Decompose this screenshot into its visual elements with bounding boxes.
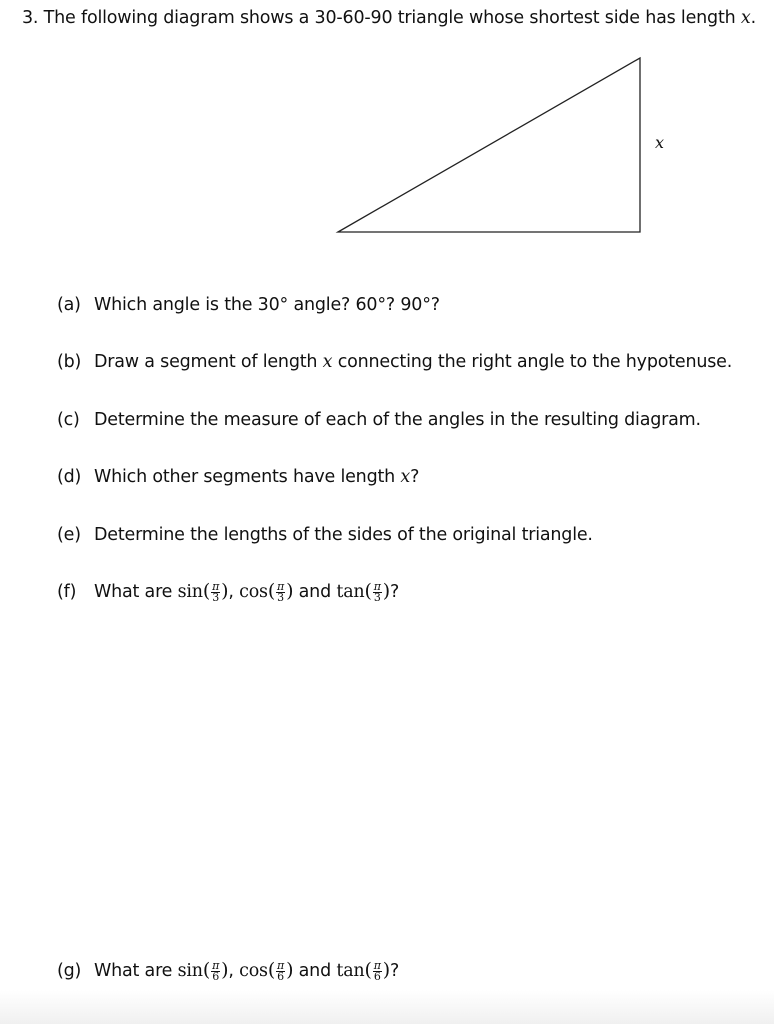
triangle-icon (330, 50, 690, 240)
problem-text: The following diagram shows a 30-60-90 triangle whose shortest side has length (43, 8, 736, 28)
math-variable: x (322, 352, 333, 372)
part-letter: (b) (57, 352, 82, 372)
tan-function: tan (336, 961, 365, 981)
part-d (57, 467, 419, 487)
part-text: Which other segments have length (94, 467, 396, 487)
part-letter: (c) (57, 410, 80, 430)
part-letter: (f) (57, 582, 77, 602)
fraction: $\frac{\pi}{6}$ (373, 958, 381, 983)
problem-statement (22, 8, 756, 28)
part-text: Determine the measure of each of the angles in the resulting diagram. (94, 410, 701, 430)
part-c (57, 410, 701, 430)
triangle-diagram (330, 50, 690, 240)
part-text: connecting the right angle to the hypotenuse. (337, 352, 733, 372)
part-e (57, 525, 593, 545)
part-letter: (a) (57, 295, 81, 315)
part-b (57, 352, 732, 372)
part-text: Draw a segment of length (94, 352, 318, 372)
math-variable: x (400, 467, 411, 487)
tan-function: tan (336, 582, 365, 602)
part-g: (g) What are sin( $\frac{\pi}{6}$ ), cos( $\frac{\pi}{6}$ ) and tan( $\frac{\pi}{6}$ )? (57, 958, 400, 983)
part-text: ? (410, 467, 420, 487)
math-variable: x (740, 8, 751, 28)
part-letter: (g) (57, 961, 82, 981)
side-label-x: x (655, 133, 665, 152)
cos-function: cos (239, 961, 268, 981)
cos-function: cos (239, 582, 268, 602)
sin-function: sin (177, 961, 203, 981)
part-f: (f) What are sin( $\frac{\pi}{3}$ ), cos( $\frac{\pi}{3}$ ) and tan( $\frac{\pi}{3}$ )? (57, 579, 400, 604)
part-text: What are (94, 582, 173, 602)
fraction: $\frac{\pi}{3}$ (373, 579, 381, 604)
fraction: $\frac{\pi}{3}$ (277, 579, 285, 604)
part-text: Which angle is the 30° angle? 60°? 90°? (94, 295, 440, 315)
sin-function: sin (177, 582, 203, 602)
fraction: $\frac{\pi}{3}$ (212, 579, 220, 604)
part-letter: (d) (57, 467, 82, 487)
part-letter: (e) (57, 525, 81, 545)
period: . (750, 8, 756, 28)
problem-number: 3. (22, 8, 39, 28)
part-a (57, 295, 440, 315)
fraction: $\frac{\pi}{6}$ (277, 958, 285, 983)
part-text: What are (94, 961, 173, 981)
fraction: $\frac{\pi}{6}$ (212, 958, 220, 983)
part-text: Determine the lengths of the sides of the original triangle. (94, 525, 593, 545)
